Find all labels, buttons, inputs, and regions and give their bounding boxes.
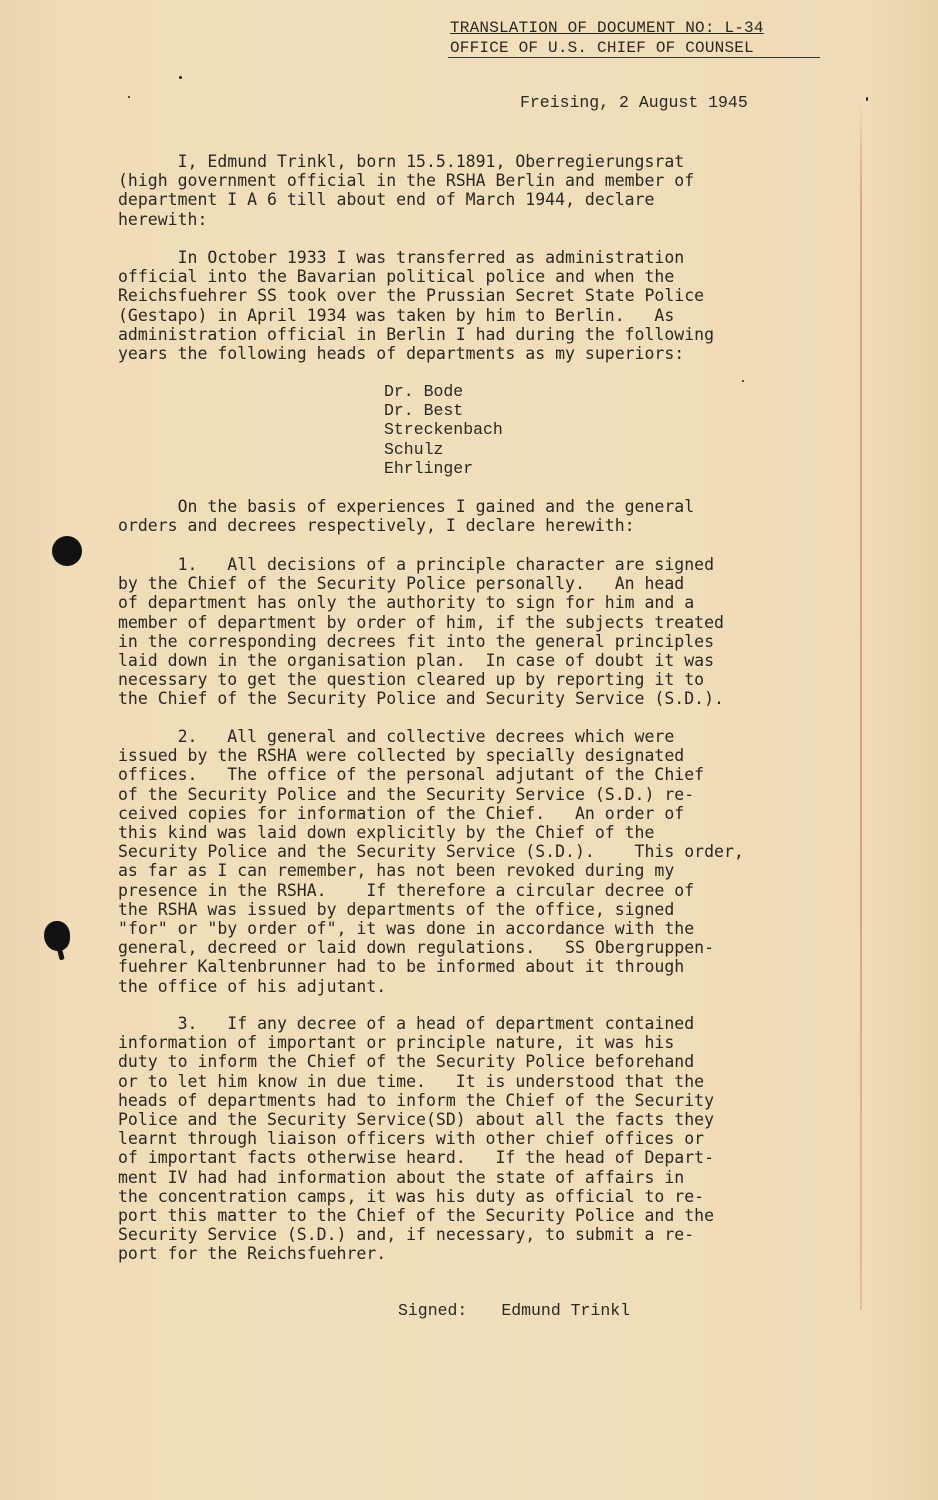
superiors-list bbox=[384, 382, 503, 478]
header-translation-line: TRANSLATION OF DOCUMENT NO: L-34 bbox=[450, 19, 764, 37]
paper-speck bbox=[179, 76, 182, 79]
header-underline bbox=[448, 57, 820, 58]
punch-hole-top bbox=[52, 536, 82, 566]
superior-name: Dr. Bode bbox=[384, 382, 464, 401]
paper-speck bbox=[866, 97, 868, 101]
header-office-line: OFFICE OF U.S. CHIEF OF COUNSEL bbox=[450, 39, 754, 57]
superior-name: Ehrlinger bbox=[384, 458, 474, 478]
paragraph-transfer: In October 1933 I was transferred as administration official into the Bavarian political police and when the Reichsfuehrer SS took over the Prussian Secret State Police (Gestapo) in April 1934 was taken by him to Berlin. As administration official in Berlin I had during the following years the following heads of departments as my superiors: bbox=[118, 248, 715, 364]
document-header bbox=[450, 18, 825, 58]
superior-name: Streckenbach bbox=[384, 420, 503, 440]
signature-block bbox=[398, 1301, 630, 1320]
paragraph-point-1: 1. All decisions of a principle character are signed by the Chief of the Security Police personally. An head of department has only the authority to sign for him and a member of department by order of him, if the subjects treated in the corresponding decrees fit into the general principles laid down in the organisation plan. In case of doubt it was necessary to get the question cleared up by reporting it to the Chief of the Security Police and Security Service (S.D.). bbox=[118, 555, 724, 709]
paragraph-declarant: I, Edmund Trinkl, born 15.5.1891, Oberregierungsrat (high government official in the RSHA Berlin and member of department I A 6 till about end of March 1944, declare herewith: bbox=[118, 152, 695, 229]
paper-speck bbox=[128, 96, 130, 98]
dateline: Freising, 2 August 1945 bbox=[520, 93, 748, 112]
superior-name: Schulz bbox=[384, 439, 444, 459]
paper-speck bbox=[742, 380, 744, 382]
paragraph-basis: On the basis of experiences I gained and the general orders and decrees respectively, I declare herewith: bbox=[118, 497, 695, 536]
signature-name: Edmund Trinkl bbox=[501, 1301, 631, 1320]
signature-label: Signed: bbox=[398, 1301, 468, 1320]
paragraph-point-2: 2. All general and collective decrees which were issued by the RSHA were collected by specially designated offices. The office of the personal adjutant of the Chief of the Security Police and the Security Service (S.D.) re- ceived copies for information of the Chief. An order of this kind was laid down explicitly by the Chief of the Security Police and the Security Service (S.D.). This order, as far as I can remember, has not been revoked during my presence in the RSHA. If therefore a circular decree of the RSHA was issued by departments of the office, signed "for" or "by order of", it was done in accordance with the general, decreed or laid down regulations. SS Obergruppen- fuehrer Kaltenbrunner had to be informed about it through the office of his adjutant. bbox=[118, 727, 744, 996]
margin-red-line bbox=[860, 100, 862, 1310]
superior-name: Dr. Best bbox=[384, 401, 464, 421]
paragraph-point-3: 3. If any decree of a head of department contained information of important or principle nature, it was his duty to inform the Chief of the Security Police beforehand or to let him know in due time. It is understood that the heads of departments had to inform the Chief of the Security Police and the Security Service(SD) about all the facts they learnt through liaison officers with other chief offices or of important facts otherwise heard. If the head of Depart- ment IV had had information about the state of affairs in the concentration camps, it was his duty as official to re- port this matter to the Chief of the Security Police and the Security Service (S.D.) and, if necessary, to submit a re- port for the Reichsfuehrer. bbox=[118, 1014, 715, 1264]
